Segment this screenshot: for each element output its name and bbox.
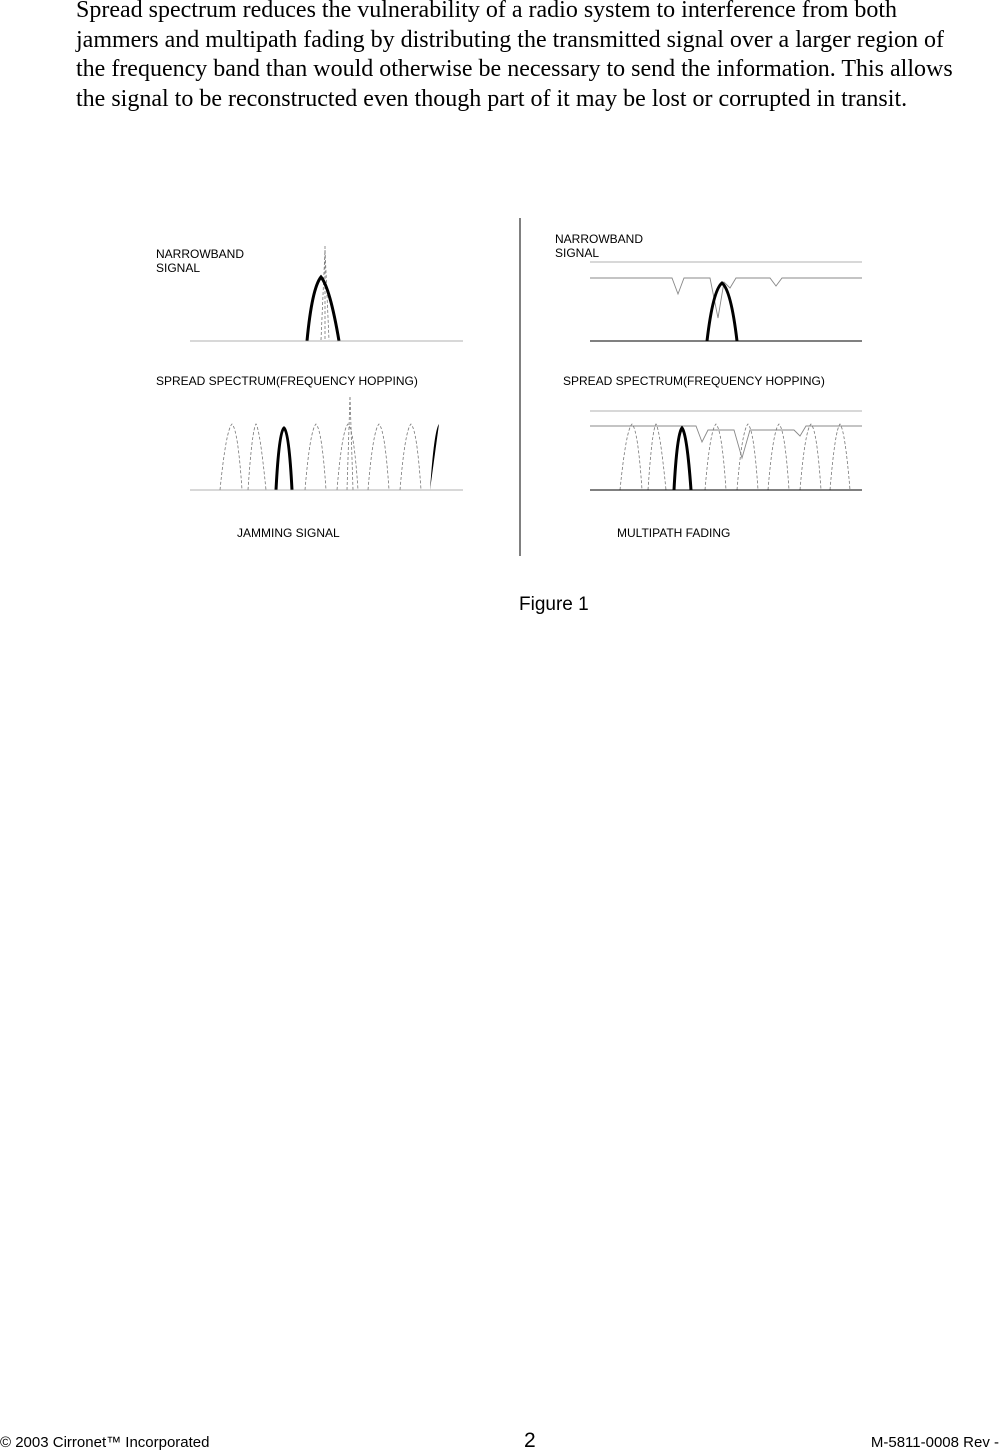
right-fading-trace-lower xyxy=(590,426,862,458)
figure-caption: Figure 1 xyxy=(519,594,589,615)
body-paragraph: Spread spectrum reduces the vulnerability of a radio system to interference from both jammers and multipath fading by distributing the transmitted signal over a larger region of the frequency band than would otherwise be necessary to send the information. This allows the signal to be reconstructed even though part of it may be lost or corrupted in transit. xyxy=(76,0,953,112)
right-narrowband-label-line2: SIGNAL xyxy=(555,246,600,260)
footer-doc-number: M-5811-0008 Rev - xyxy=(870,1434,999,1451)
figure-spread-spectrum xyxy=(0,0,1003,620)
right-spread-label: SPREAD SPECTRUM(FREQUENCY HOPPING) xyxy=(563,374,825,388)
figure-diagram xyxy=(0,0,1003,620)
left-active-hop xyxy=(276,428,292,490)
left-hopping-channels xyxy=(220,424,439,490)
left-spread-label: SPREAD SPECTRUM(FREQUENCY HOPPING) xyxy=(156,374,418,388)
footer-copyright: © 2003 Cirronet™ Incorporated xyxy=(0,1434,210,1451)
right-panel-title: MULTIPATH FADING xyxy=(617,526,731,540)
right-fading-trace xyxy=(590,278,862,318)
footer-page-number: 2 xyxy=(524,1429,536,1452)
left-narrowband-label-line2: SIGNAL xyxy=(156,261,201,275)
right-narrowband-label-line1: NARROWBAND xyxy=(555,232,644,246)
left-narrowband-signal xyxy=(307,277,339,341)
right-active-hop xyxy=(674,428,691,490)
left-jammer-spike-lower xyxy=(347,396,353,490)
left-narrowband-label-line1: NARROWBAND xyxy=(156,247,245,261)
left-panel-title: JAMMING SIGNAL xyxy=(237,526,340,540)
